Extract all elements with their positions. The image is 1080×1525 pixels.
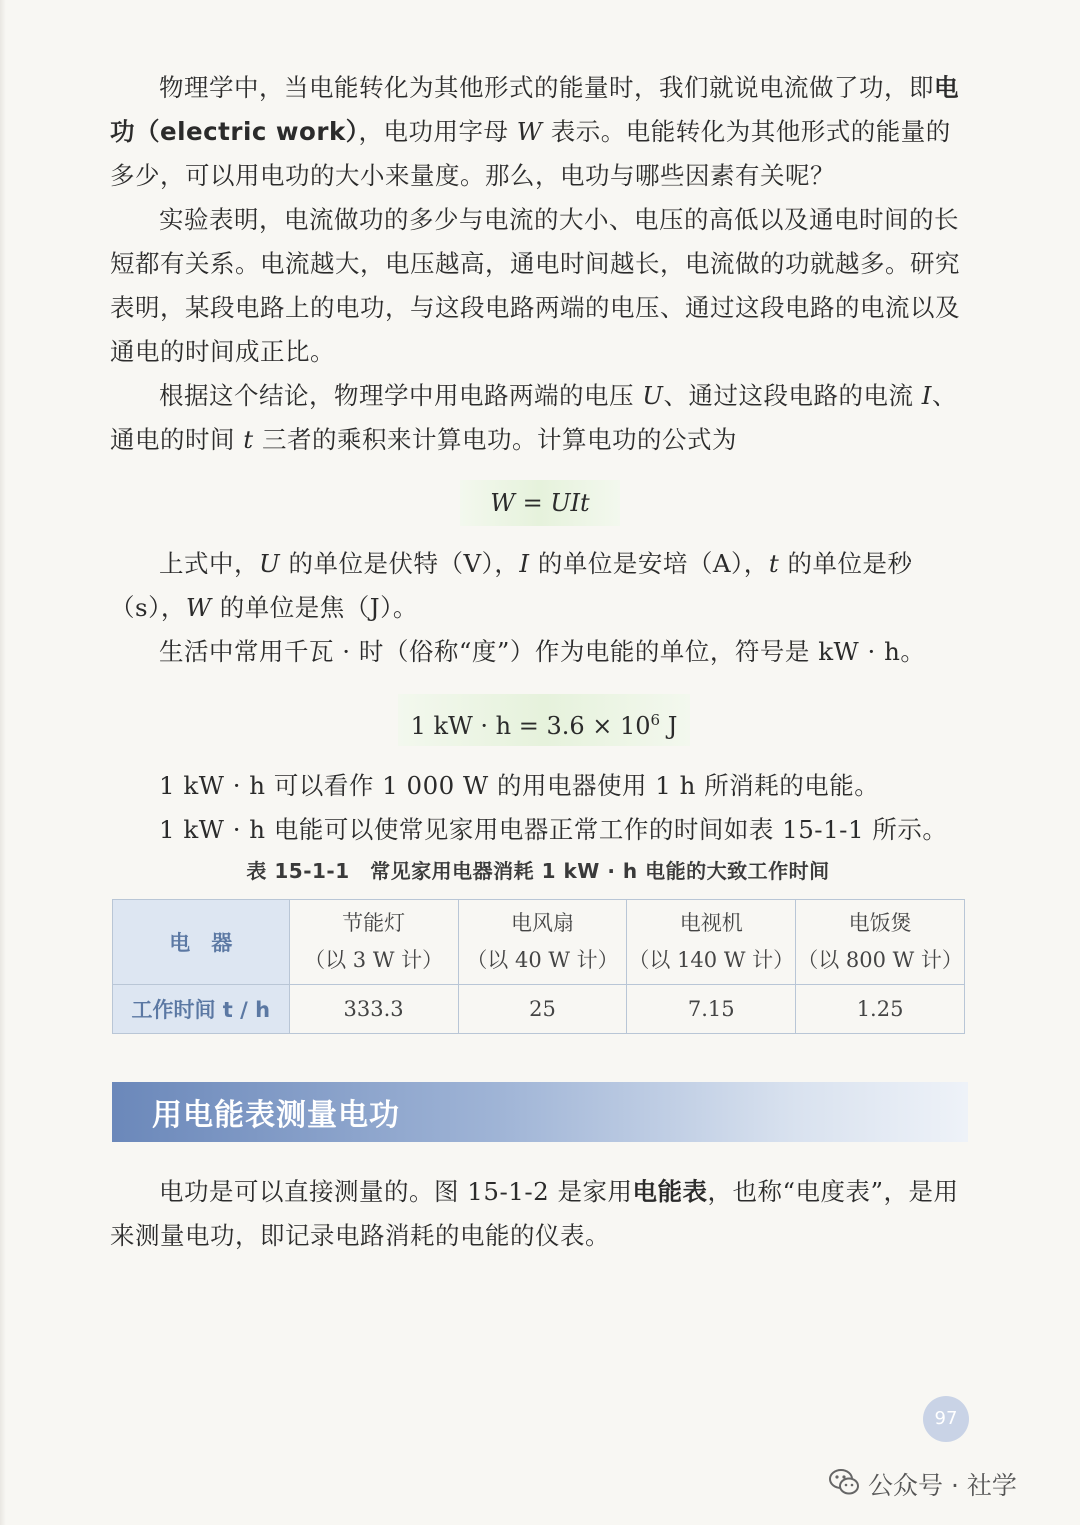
term-electric-work: 电功 <box>110 73 959 146</box>
device-name: 电饭煲 <box>848 911 912 935</box>
section-title: 用电能表测量电功 <box>152 1098 400 1133</box>
device-cell <box>289 900 458 985</box>
device-cell <box>627 900 796 985</box>
symbol-u: U <box>642 381 664 410</box>
formula-left: 1 kW · h = 3.6 × 10 <box>410 712 651 740</box>
table-row-times <box>113 985 965 1034</box>
device-name: 节能灯 <box>342 911 406 935</box>
time-cell: 333.3 <box>289 985 458 1034</box>
text: ，也称“电度表”，是用来测量电功，即记录电路消耗的电能的仪表。 <box>110 1177 959 1250</box>
watermark-text: 公众号 · 社学 <box>868 1471 1017 1500</box>
text: 的单位是伏特（V）， <box>280 549 520 578</box>
paragraph-conclusion <box>110 374 966 462</box>
text: 物理学中，当电能转化为其他形式的能量时，我们就说电流做了功，即 <box>159 73 934 102</box>
text: ，电功用字母 <box>358 117 517 146</box>
paragraph-table-intro: 1 kW · h 电能可以使常见家用电器正常工作的时间如表 15-1-1 所示。 <box>159 815 948 844</box>
device-power: （以 140 W 计） <box>628 948 795 972</box>
term-energy-meter: 电能表 <box>632 1177 708 1206</box>
appliance-table <box>112 899 965 1034</box>
symbol-i: I <box>519 549 530 578</box>
formula-work: W = UIt <box>460 480 620 526</box>
time-cell: 25 <box>458 985 627 1034</box>
symbol-i: I <box>921 381 932 410</box>
paragraph-experiment: 实验表明，电流做功的多少与电流的大小、电压的高低以及通电时间的长短都有关系。电流越大，电压越高，通电时间越长，电流做的功就越多。研究表明，某段电路上的电功，与这段电路两端的电压、通过这段电路的电流以及通电的时间成正比。 <box>110 205 960 366</box>
wechat-icon <box>828 1466 860 1498</box>
text: 根据这个结论，物理学中用电路两端的电压 <box>159 381 643 410</box>
paragraph-electric-work <box>110 66 966 198</box>
page-edge <box>0 0 6 1525</box>
text: 、通过这段电路的电流 <box>663 381 922 410</box>
page-number: 97 <box>923 1396 969 1442</box>
header-work-time: 工作时间 t / h <box>113 985 290 1034</box>
symbol-w: W <box>516 117 543 146</box>
text: 的单位是焦（J）。 <box>211 593 418 622</box>
paragraph-kwh-unit: 生活中常用千瓦 · 时（俗称“度”）作为电能的单位，符号是 kW · h。 <box>159 637 926 666</box>
section-header <box>112 1082 968 1142</box>
device-name: 电视机 <box>679 911 743 935</box>
table-row-devices <box>113 900 965 985</box>
device-cell <box>796 900 965 985</box>
symbol-u: U <box>259 549 281 578</box>
text: 、通电的时间 <box>110 381 957 454</box>
header-device: 电 器 <box>113 900 290 985</box>
text: 电功是可以直接测量的。图 15-1-2 是家用 <box>159 1177 633 1206</box>
formula-kwh <box>398 694 690 746</box>
table-caption: 表 15-1-1 常见家用电器消耗 1 kW · h 电能的大致工作时间 <box>246 859 830 883</box>
symbol-t: t <box>243 425 254 454</box>
device-power: （以 3 W 计） <box>304 948 444 972</box>
text: 表示。电能转化为其他形式的能量的多少，可以用电功的大小来量度。那么，电功与哪些因素有关呢？ <box>110 117 951 190</box>
device-power: （以 800 W 计） <box>797 948 963 972</box>
term-english: （electric work） <box>135 117 359 146</box>
formula-exponent: 6 <box>650 711 661 729</box>
device-cell <box>458 900 627 985</box>
time-cell: 1.25 <box>796 985 965 1034</box>
device-power: （以 40 W 计） <box>466 948 619 972</box>
symbol-t: t <box>768 549 780 578</box>
text: 的单位是安培（A）， <box>529 549 769 578</box>
paragraph-energy-meter <box>110 1170 966 1258</box>
time-cell: 7.15 <box>627 985 796 1034</box>
paragraph-kwh-meaning: 1 kW · h 可以看作 1 000 W 的用电器使用 1 h 所消耗的电能。 <box>159 771 880 800</box>
symbol-w: W <box>185 593 212 622</box>
formula-right: J <box>660 712 678 740</box>
text: 三者的乘积来计算电功。计算电功的公式为 <box>253 425 737 454</box>
text: 上式中， <box>159 549 259 578</box>
device-name: 电风扇 <box>510 911 574 935</box>
text: 的单位是秒（s）， <box>110 549 913 622</box>
paragraph-units <box>110 542 966 630</box>
